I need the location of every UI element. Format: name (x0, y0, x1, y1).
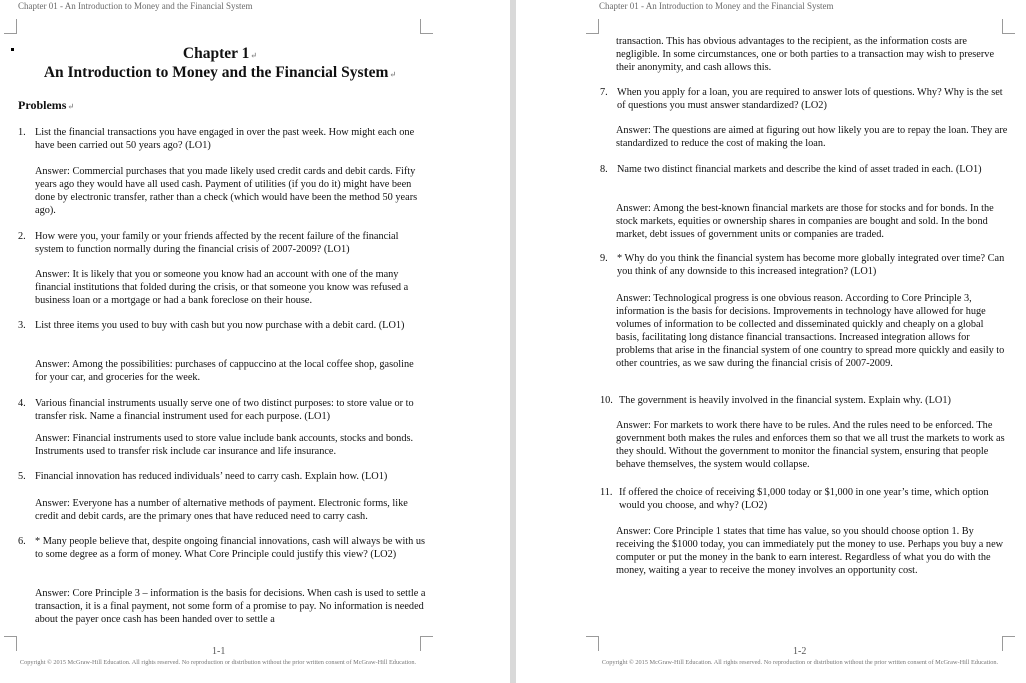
problem-answer: Answer: Commercial purchases that you made likely used credit cards and debit cards. Fifty years ago they would have all used cash. Payment of utilities (if you do it) might have been done by electronic transfer, rather than a check (which would have been the method 50 years ago). (35, 166, 418, 216)
crop-mark (4, 636, 17, 651)
problem-answer: Answer: It is likely that you or someone you know had an account with one of the many financial institutions that folded during the crisis, or that someone you know was refused a business loan or a mortgage or had a bank foreclose on their house. (35, 269, 409, 306)
problem-question: When you apply for a loan, you are required to answer lots of questions. Why? Why is the set of questions you must answer standardized? (LO2) (617, 87, 1003, 111)
problem-number: 5. (18, 471, 26, 482)
crop-mark (586, 19, 599, 34)
problem-number: 8. (600, 164, 608, 175)
problem-question: * Why do you think the financial system has become more globally integrated over time? Can you think of any downside to this increased integration? (LO1) (617, 253, 1005, 277)
running-head: Chapter 01 - An Introduction to Money and the Financial System (599, 1, 834, 11)
problem-number: 2. (18, 231, 26, 242)
problem-answer: Answer: The questions are aimed at figuring out how likely you are to repay the loan. They are standardized to reduce the cost of making the loan. (616, 125, 1008, 149)
problem-number: 10. (600, 395, 613, 406)
crop-mark (1002, 19, 1015, 34)
chapter-title: Chapter 1↵ (182, 45, 258, 62)
problem-question: The government is heavily involved in the financial system. Explain why. (LO1) (619, 395, 951, 406)
problem-answer: Answer: Core Principle 1 states that time has value, so you should choose option 1. By receiving the $1000 today, you can immediately put the money to use. Perhaps you buy a new computer or put the money in the bank to earn interest. Regardless of what you do with the money, waiting a year to receive the money involves an opportunity cost. (616, 526, 1004, 576)
problem-answer: Answer: Core Principle 3 – information is the basis for decisions. When cash is used to settle a transaction, it is a final payment, not some form of a promise to pay. No information is needed about the payer once cash has been handed over to settle a (35, 588, 426, 625)
problem-question: If offered the choice of receiving $1,000 today or $1,000 in one year’s time, which option would you choose, and why? (LO2) (619, 487, 989, 511)
problem-question: Financial innovation has reduced individuals’ need to carry cash. Explain how. (LO1) (35, 471, 388, 482)
problem-number: 11. (600, 487, 613, 498)
problem-number: 7. (600, 87, 608, 98)
problem-answer: Answer: For markets to work there have to be rules. And the rules need to be enforced. The government both makes the rules and enforces them so that we all trust the markets to work as they should. Without the government to monitor the financial system, ensuring that people behave themselves, the system would collapse. (616, 420, 1005, 470)
section-heading: Problems↵ (18, 98, 75, 112)
problem-question: Various financial instruments usually serve one of two distinct purposes: to store value or to transfer risk. Name a financial instrument used for each purpose. (LO1) (35, 398, 414, 422)
problem-answer: Answer: Everyone has a number of alternative methods of payment. Electronic forms, like credit and debit cards, are the primary ones that have reduced need to carry cash. (35, 498, 408, 522)
problem-question: List three items you used to buy with cash but you now purchase with a debit card. (LO1) (35, 320, 405, 331)
problem-number: 3. (18, 320, 26, 331)
copyright-footer: Copyright © 2015 McGraw-Hill Education. All rights reserved. No reproduction or distribution without the prior written consent of McGraw-Hill Education. (601, 659, 999, 666)
problem-question: Name two distinct financial markets and describe the kind of asset traded in each. (LO1) (617, 164, 982, 175)
crop-mark (1002, 636, 1015, 651)
problem-question: List the financial transactions you have engaged in over the past week. How might each one have been carried out 50 years ago? (LO1) (35, 127, 415, 151)
crop-mark (4, 19, 17, 34)
problem-number: 1. (18, 127, 26, 138)
crop-mark (420, 636, 433, 651)
problem-question: How were you, your family or your friends affected by the recent failure of the financial system to function normally during the financial crisis of 2007-2009? (LO1) (35, 231, 399, 255)
problem-answer: Answer: Among the possibilities: purchases of cappuccino at the local coffee shop, gasoline for your car, and groceries for the week. (35, 359, 414, 383)
chapter-subtitle: An Introduction to Money and the Financial System↵ (43, 64, 397, 81)
document-page-right (516, 0, 1026, 683)
running-head: Chapter 01 - An Introduction to Money and the Financial System (18, 1, 253, 11)
problem-number: 9. (600, 253, 608, 264)
crop-mark (586, 636, 599, 651)
document-page-left (0, 0, 510, 683)
problem-number: 6. (18, 536, 26, 547)
problem-number: 4. (18, 398, 26, 409)
page-number: 1-2 (793, 646, 807, 657)
copyright-footer: Copyright © 2015 McGraw-Hill Education. All rights reserved. No reproduction or distribution without the prior written consent of McGraw-Hill Education. (19, 659, 417, 666)
problem-answer: Answer: Financial instruments used to store value include bank accounts, stocks and bonds. Instruments used to transfer risk include car insurance and life insurance. (35, 433, 414, 457)
problem-answer: Answer: Technological progress is one obvious reason. According to Core Principle 3, information is the basis for decisions. Improvements in technology have allowed for huge volumes of information to be collected and disseminated quickly and cheaply on a global basis, facilitating long distance financial transactions. Increased integration allows for problems that arise in the financial system of one country to spread more quickly and easily to other countries, as we saw during the financial crisis of 2007-2009. (616, 293, 1005, 369)
problem-answer: Answer: Among the best-known financial markets are those for stocks and for bonds. In the stock markets, equities or ownership shares in companies are bought and sold. In the bond market, debt issues of government units or companies are traded. (616, 203, 994, 240)
page-number: 1-1 (212, 646, 226, 657)
problem-answer-continued: transaction. This has obvious advantages to the recipient, as the information costs are negligible. In some circumstances, one or both parties to a transaction may wish to preserve their anonymity, and cash allows this. (616, 36, 995, 73)
crop-mark (420, 19, 433, 34)
problem-question: * Many people believe that, despite ongoing financial innovations, cash will always be with us to some degree as a form of money. What Core Principle could justify this view? (LO2) (35, 536, 426, 560)
